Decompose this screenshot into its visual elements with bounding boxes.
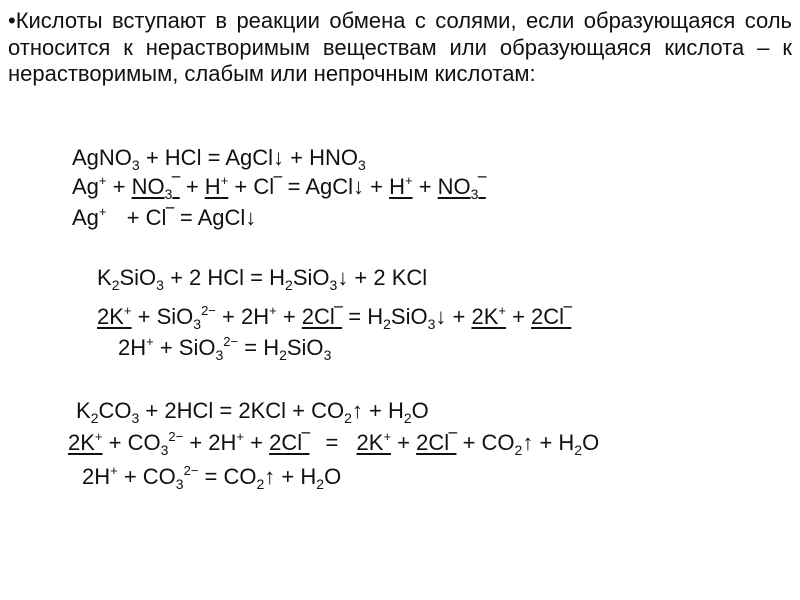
underlined-ion: 2K+: [356, 429, 392, 455]
eq-text: =: [244, 265, 270, 290]
superscript: +: [98, 173, 107, 188]
eq-text: =: [281, 174, 306, 199]
eq-text: ↓: [337, 265, 349, 290]
eq-text: SiO: [178, 335, 216, 360]
intro-paragraph: •Кислоты вступают в реакции обмена с солями, если образующаяся соль относится к нерастворимым веществам или образующаяся кислота – к нерастворимым, слабым или непрочным кислотам:: [8, 8, 792, 86]
eq-text: Ag: [72, 174, 99, 199]
subscript: 3: [323, 347, 332, 363]
eq-text: +: [244, 430, 270, 455]
eq-text: +: [391, 430, 417, 455]
eq-text: K: [76, 398, 91, 423]
equation-agno3-short-ionic: [72, 205, 256, 231]
eq-text: +: [533, 430, 559, 455]
equation-agno3-molecular: [72, 145, 366, 171]
superscript: +: [269, 303, 277, 318]
eq-text: +: [106, 174, 132, 199]
eq-text: +: [215, 304, 241, 329]
eq-text: 2 KCl: [373, 265, 428, 290]
subscript: 3: [215, 347, 224, 363]
eq-text: AgCl↓: [305, 174, 365, 199]
underlined-ion: 2K+: [68, 429, 103, 455]
eq-text: O: [411, 398, 429, 423]
eq-text: +: [446, 304, 472, 329]
superscript: +: [110, 463, 118, 478]
eq-text: 2HCl: [164, 398, 214, 423]
eq-text: =: [238, 335, 264, 360]
underlined-ion: $NO_3‾$: [437, 174, 486, 202]
eq-text: H: [263, 335, 280, 360]
eq-text: O: [324, 464, 342, 489]
subscript: 3: [131, 157, 140, 173]
eq-text: SiO: [286, 335, 324, 360]
eq-text: O: [582, 430, 600, 455]
eq-text: SiO: [119, 265, 157, 290]
equation-k2co3-full-ionic: [68, 430, 599, 456]
eq-text: =: [173, 205, 198, 230]
eq-text: K: [97, 265, 112, 290]
superscript: 2−: [183, 463, 199, 478]
eq-text: 2KCl: [238, 398, 287, 423]
subscript: 3: [160, 442, 169, 458]
underlined-ion: 2Cl‾: [269, 430, 310, 455]
equation-agno3-full-ionic: [72, 174, 486, 200]
eq-text: CO: [223, 464, 257, 489]
eq-text: +: [183, 430, 209, 455]
underlined-ion: 2Cl‾: [301, 304, 343, 329]
eq-text: H: [367, 304, 384, 329]
eq-text: ↓: [435, 304, 447, 329]
eq-text: + HCl = AgCl↓ + HNO: [139, 145, 358, 170]
eq-text: Cl: [253, 174, 275, 199]
subscript: 2: [383, 316, 391, 332]
subscript: 3: [193, 316, 202, 332]
subscript: 2: [256, 476, 265, 492]
superscript: 2−: [223, 334, 239, 349]
eq-text: +: [286, 398, 312, 423]
subscript: 2: [514, 442, 523, 458]
eq-text: +: [117, 464, 143, 489]
eq-text: +: [362, 398, 388, 423]
eq-text: +: [364, 174, 390, 199]
eq-text: SiO: [156, 304, 194, 329]
equation-k2co3-short-ionic: [82, 464, 341, 490]
subscript: 2: [111, 277, 120, 293]
equation-k2co3-molecular: [76, 398, 429, 424]
subscript: 3: [156, 277, 164, 293]
eq-text: +: [228, 174, 254, 199]
eq-text: +: [505, 304, 532, 329]
eq-text: +: [276, 304, 302, 329]
eq-text: +: [179, 174, 205, 199]
eq-text: +: [102, 430, 128, 455]
underlined-ion: 2K+: [471, 303, 506, 329]
underlined-ion: 2K+: [97, 303, 132, 329]
superscript: +: [98, 204, 107, 219]
underlined-ion: 2Cl‾: [416, 430, 457, 455]
eq-text: 2H: [208, 430, 237, 455]
eq-text: =: [342, 304, 368, 329]
superscript: +: [236, 429, 245, 444]
eq-text: +: [348, 265, 374, 290]
eq-text: +: [120, 205, 146, 230]
eq-text: 2H: [82, 464, 111, 489]
eq-text: 2H: [118, 335, 147, 360]
eq-text: +: [153, 335, 179, 360]
eq-text: =: [319, 430, 345, 455]
subscript: 2: [403, 410, 412, 426]
eq-text: Cl: [145, 205, 167, 230]
subscript: 3: [131, 410, 140, 426]
underlined-ion: H+: [204, 173, 229, 199]
eq-text: H: [387, 398, 404, 423]
eq-text: +: [412, 174, 438, 199]
eq-text: CO: [481, 430, 515, 455]
subscript: 3: [329, 277, 338, 293]
subscript: 3: [175, 476, 184, 492]
eq-text: +: [139, 398, 165, 423]
equation-k2sio3-molecular: [97, 265, 427, 291]
eq-text: =: [213, 398, 239, 423]
equation-k2sio3-full-ionic: [97, 304, 571, 330]
eq-text: H: [269, 265, 286, 290]
eq-text: +: [456, 430, 482, 455]
underlined-ion: $NO_3‾$: [131, 174, 180, 202]
eq-text: CO: [127, 430, 161, 455]
subscript: 2: [90, 410, 99, 426]
underlined-ion: 2Cl‾: [531, 304, 572, 329]
eq-text: +: [131, 304, 157, 329]
eq-text: Ag: [72, 205, 99, 230]
eq-text: SiO: [390, 304, 428, 329]
superscript: 2−: [201, 303, 216, 318]
eq-text: CO: [311, 398, 345, 423]
underlined-ion: H+: [389, 173, 413, 199]
eq-text: ↑: [351, 398, 363, 423]
eq-text: ↑: [264, 464, 276, 489]
eq-text: H: [300, 464, 317, 489]
eq-text: AgCl↓: [197, 205, 257, 230]
eq-text: H: [558, 430, 575, 455]
subscript: 2: [279, 347, 287, 363]
subscript: 2: [316, 476, 325, 492]
eq-text: ↑: [522, 430, 534, 455]
subscript: 3: [357, 157, 366, 173]
eq-text: +: [163, 265, 190, 290]
equation-k2sio3-short-ionic: [118, 335, 331, 361]
eq-text: =: [198, 464, 224, 489]
subscript: 2: [285, 277, 293, 293]
eq-text: ‾: [274, 174, 282, 199]
superscript: +: [146, 334, 154, 349]
eq-text: SiO: [292, 265, 330, 290]
eq-text: 2 HCl: [189, 265, 245, 290]
eq-text: +: [275, 464, 301, 489]
subscript: 2: [344, 410, 352, 426]
eq-text: CO: [98, 398, 132, 423]
subscript: 2: [574, 442, 583, 458]
eq-text: CO: [142, 464, 176, 489]
eq-text: 2H: [240, 304, 270, 329]
superscript: 2−: [168, 429, 184, 444]
subscript: 3: [427, 316, 436, 332]
eq-text: AgNO: [72, 145, 132, 170]
eq-text: ‾: [166, 205, 174, 230]
